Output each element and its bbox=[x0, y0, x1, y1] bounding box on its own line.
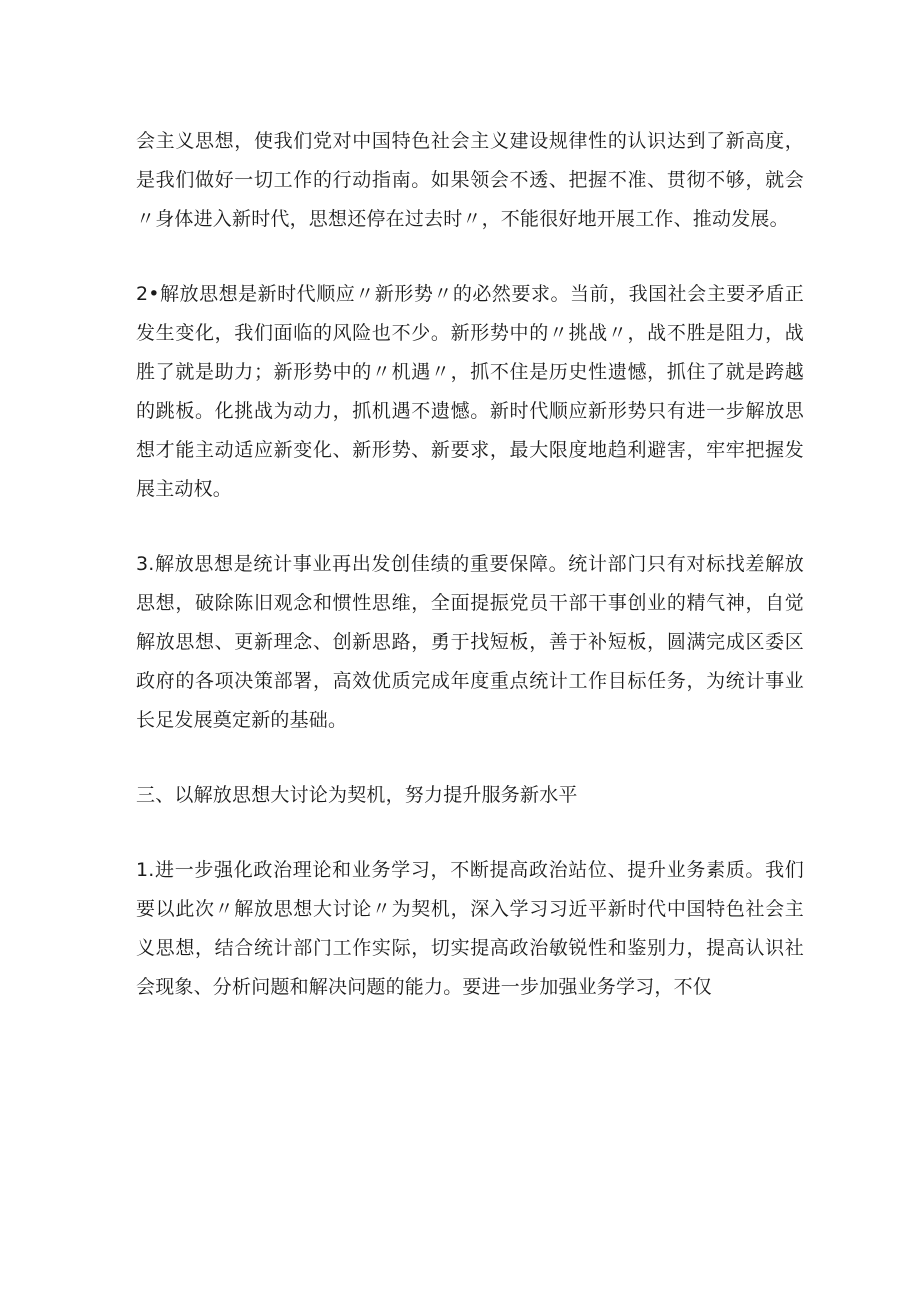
section-heading: 三、以解放思想大讨论为契机，努力提升服务新水平 bbox=[136, 784, 578, 806]
paragraph-political-study: 1.进一步强化政治理论和业务学习，不断提高政治站位、提升业务素质。我们要以此次〃解放思想大讨论〃为契机，深入学习习近平新时代中国特色社会主义思想，结合统计部门工作实际，切实提高政治敏锐性和鉴别力，提高认识社会现象、分析问题和解决问题的能力。要进一步加强业务学习，不仅 bbox=[136, 859, 804, 998]
paragraph-socialist-thought: 会主义思想，使我们党对中国特色社会主义建设规律性的认识达到了新高度，是我们做好一切工作的行动指南。如果领会不透、把握不准、贯彻不够，就会〃身体进入新时代，思想还停在过去时〃，不能很好地开展工作、推动发展。 bbox=[136, 130, 804, 230]
document-body bbox=[136, 122, 804, 1043]
paragraph-statistics-guarantee: 3.解放思想是统计事业再出发创佳绩的重要保障。统计部门只有对标找差解放思想，破除陈旧观念和惯性思维，全面提振党员干部干事创业的精气神，自觉解放思想、更新理念、创新思路，勇于找短板，善于补短板，圆满完成区委区政府的各项决策部署，高效优质完成年度重点统计工作目标任务，为统计事业长足发展奠定新的基础。 bbox=[136, 553, 804, 731]
paragraph-new-situation: 2•解放思想是新时代顺应〃新形势〃的必然要求。当前，我国社会主要矛盾正发生变化，我们面临的风险也不少。新形势中的〃挑战〃，战不胜是阻力，战胜了就是助力；新形势中的〃机遇〃，抓不住是历史性遗憾，抓住了就是跨越的跳板。化挑战为动力，抓机遇不遗憾。新时代顺应新形势只有进一步解放思想才能主动适应新变化、新形势、新要求，最大限度地趋利避害，牢牢把握发展主动权。 bbox=[136, 283, 804, 500]
